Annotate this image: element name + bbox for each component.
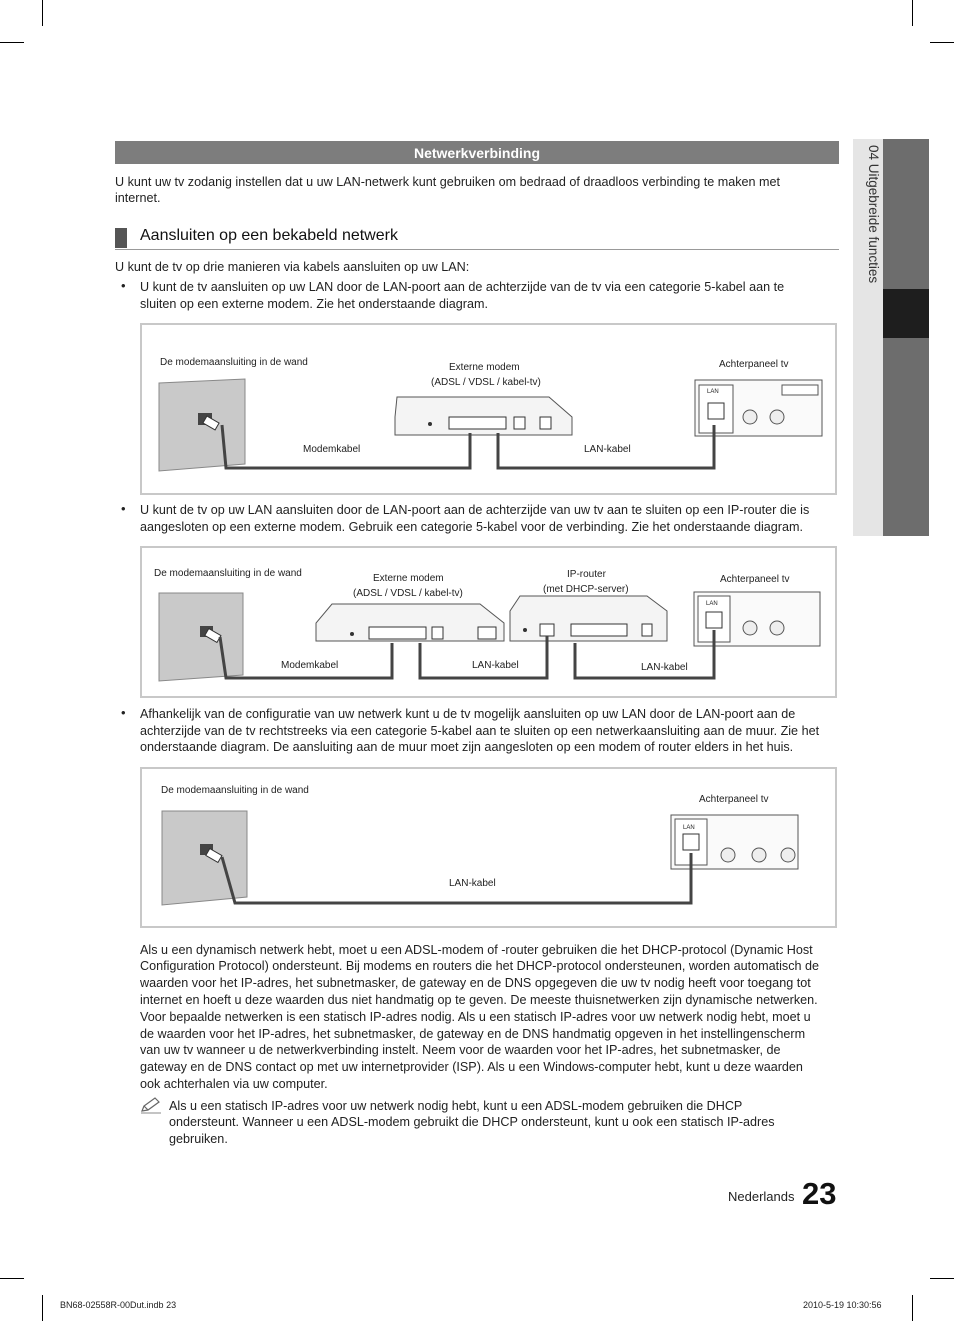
subheading-text: Aansluiten op een bekabeld netwerk bbox=[140, 227, 398, 244]
crop-mark bbox=[912, 1295, 913, 1321]
modem-led bbox=[428, 422, 432, 426]
tv-jack bbox=[770, 410, 784, 424]
lan-cable-label: LAN-kabel bbox=[641, 662, 688, 673]
page-number: 23 bbox=[802, 1176, 837, 1211]
bullet-mark: • bbox=[121, 501, 126, 516]
lan-cable-label: LAN-kabel bbox=[584, 444, 631, 455]
bullet-3-line-2: achterzijde van de tv rechtstreeks via een categorie 5-kabel aan te sluiten op een netwerkaansluiting aan de muur. Zie het bbox=[140, 724, 820, 738]
crop-mark bbox=[930, 1278, 954, 1279]
diagram-router-connection bbox=[140, 546, 837, 698]
lan-cable-label: LAN-kabel bbox=[472, 660, 519, 671]
modem-ports bbox=[449, 417, 506, 429]
diagram-1-drawing bbox=[142, 325, 835, 493]
modem-cable-label: Modemkabel bbox=[303, 444, 361, 455]
note-line-3: gebruiken. bbox=[169, 1132, 228, 1146]
modem-port bbox=[432, 627, 443, 639]
tv-lan-port-label: LAN bbox=[683, 825, 695, 831]
tv-jack bbox=[781, 848, 795, 862]
router-label-line-2: (met DHCP-server) bbox=[543, 584, 629, 595]
tv-lan-port bbox=[683, 834, 699, 850]
lan-cable-label: LAN-kabel bbox=[449, 878, 496, 889]
side-tab-label: 04 Uitgebreide functies bbox=[866, 145, 881, 284]
wall-socket-label: De modemaansluiting in de wand bbox=[154, 568, 302, 579]
lead-text: U kunt de tv op drie manieren via kabels aansluiten op uw LAN: bbox=[115, 260, 470, 274]
footer-language: Nederlands bbox=[728, 1189, 795, 1204]
wall-socket-label: De modemaansluiting in de wand bbox=[160, 357, 308, 368]
tv-jack bbox=[743, 410, 757, 424]
bullet-1-line-1: U kunt de tv aansluiten op uw LAN door de LAN-poort aan de achterzijde van de tv via een categorie 5-kabel aan te bbox=[140, 280, 785, 294]
bullet-3-line-3: onderstaande diagram. De aansluiting aan de muur moet zijn aangesloten op een modem of router elders in het huis. bbox=[140, 740, 794, 754]
pencil-note-icon bbox=[140, 1096, 162, 1114]
crop-mark bbox=[0, 1278, 24, 1279]
print-slug-date: 2010-5-19 10:30:56 bbox=[803, 1300, 882, 1310]
section-title: Netwerkverbinding bbox=[115, 141, 839, 164]
tv-lan-port-label: LAN bbox=[707, 389, 719, 395]
subheading bbox=[115, 226, 839, 250]
tv-panel-label: Achterpaneel tv bbox=[720, 574, 790, 585]
bullet-mark: • bbox=[121, 705, 126, 720]
side-tab-active-marker bbox=[883, 289, 929, 338]
tv-lan-port bbox=[706, 612, 722, 628]
subheading-marker bbox=[115, 228, 127, 248]
bullet-mark: • bbox=[121, 278, 126, 293]
bullet-1-line-2: sluiten op een externe modem. Zie het onderstaande diagram. bbox=[140, 297, 488, 311]
body-line-9: ook achterhalen via uw computer. bbox=[140, 1077, 328, 1091]
wall-panel bbox=[162, 811, 247, 905]
tv-jack bbox=[721, 848, 735, 862]
router-wan-port bbox=[540, 624, 554, 636]
note-line-1: Als u een statisch IP-adres voor uw netwerk nodig hebt, kunt u een ADSL-modem gebruiken die DHCP bbox=[169, 1099, 743, 1113]
crop-mark bbox=[912, 0, 913, 26]
note-line-2: ondersteunt. Wanneer u een ADSL-modem gebruikt die DHCP ondersteunt, kunt u ook een statisch IP-adres bbox=[169, 1115, 775, 1129]
tv-panel-label: Achterpaneel tv bbox=[719, 359, 789, 370]
modem-ports bbox=[369, 627, 426, 639]
router-led bbox=[523, 628, 527, 632]
tv-panel-label: Achterpaneel tv bbox=[699, 794, 769, 805]
crop-mark bbox=[0, 42, 24, 43]
body-line-4: internet en hoeft u deze waarden dus niet handmatig op te geven. De meeste thuisnetwerken zijn dynamische netwerken. bbox=[140, 993, 818, 1007]
intro-line-2: internet. bbox=[115, 191, 161, 205]
diagram-wall-connection bbox=[140, 767, 837, 928]
modem-label-line-2: (ADSL / VDSL / kabel-tv) bbox=[353, 588, 463, 599]
bullet-2-line-2: aangesloten op een externe modem. Gebruik een categorie 5-kabel voor de verbinding. Zie het onderstaande diagram. bbox=[140, 520, 803, 534]
body-line-1: Als u een dynamisch netwerk hebt, moet u een ADSL-modem of -router gebruiken die het DHCP-protocol (Dynamic Host bbox=[140, 943, 813, 957]
tv-lan-port-label: LAN bbox=[706, 601, 718, 607]
modem-label-line-1: Externe modem bbox=[449, 362, 520, 373]
crop-mark bbox=[42, 1295, 43, 1321]
body-line-3: waarden voor het IP-adres, het subnetmasker, de gateway en de DNS opgegeven die uw tv nodig heeft voor toegang tot bbox=[140, 976, 811, 990]
body-line-6: de waarden voor het IP-adres, het subnetmasker, de gateway en de DNS handmatig opgeven in het instellingenscherm bbox=[140, 1027, 806, 1041]
tv-jack bbox=[743, 621, 757, 635]
modem-port bbox=[478, 627, 496, 639]
modem-led bbox=[350, 632, 354, 636]
tv-jack bbox=[770, 621, 784, 635]
modem-label-line-2: (ADSL / VDSL / kabel-tv) bbox=[431, 377, 541, 388]
body-line-5: Voor bepaalde netwerken is een statisch IP-adres nodig. Als u een statisch IP-adres voor uw netwerk nodig hebt, moet u bbox=[140, 1010, 811, 1024]
router-label-line-1: IP-router bbox=[567, 569, 606, 580]
router-port bbox=[642, 624, 652, 636]
modem-port bbox=[514, 417, 525, 429]
body-line-2: Configuration Protocol) ondersteunt. Bij modems en routers die het DHCP-protocol ondersteunen, worden automatisch de bbox=[140, 959, 820, 973]
wall-socket-label: De modemaansluiting in de wand bbox=[161, 785, 309, 796]
modem-port bbox=[540, 417, 551, 429]
modem-label-line-1: Externe modem bbox=[373, 573, 444, 584]
bullet-2-line-1: U kunt de tv op uw LAN aansluiten door de LAN-poort aan de achterzijde van uw tv aan te sluiten op een IP-router die is bbox=[140, 503, 810, 517]
tv-connector bbox=[782, 385, 818, 395]
diagram-modem-connection bbox=[140, 323, 837, 495]
router-lan-ports bbox=[571, 624, 627, 636]
body-line-8: gateway en de DNS contact op met uw internetprovider (ISP). Als u een Windows-computer hebt, kunt u deze waarden bbox=[140, 1060, 803, 1074]
tv-jack bbox=[752, 848, 766, 862]
print-slug-file: BN68-02558R-00Dut.indb 23 bbox=[60, 1300, 177, 1310]
crop-mark bbox=[42, 0, 43, 26]
crop-mark bbox=[930, 42, 954, 43]
modem-cable-label: Modemkabel bbox=[281, 660, 339, 671]
intro-line-1: U kunt uw tv zodanig instellen dat u uw LAN-netwerk kunt gebruiken om bedraad of draadloos verbinding te maken met bbox=[115, 175, 781, 189]
tv-lan-port bbox=[708, 403, 724, 419]
body-line-7: van uw tv wanneer u de netwerkverbinding instelt. Neem voor de waarden voor het IP-adres, het subnetmasker, de bbox=[140, 1043, 781, 1057]
bullet-3-line-1: Afhankelijk van de configuratie van uw netwerk kunt u de tv mogelijk aansluiten op uw LAN door de LAN-poort aan de bbox=[140, 707, 796, 721]
